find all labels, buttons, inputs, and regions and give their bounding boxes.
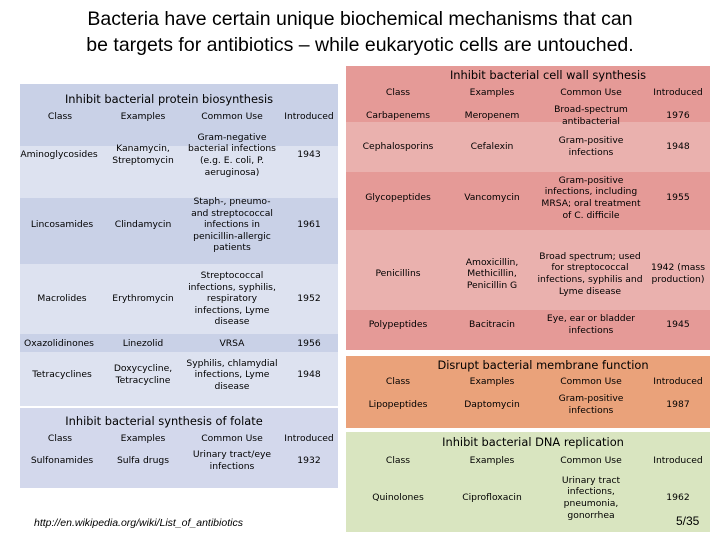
table-cell-use: Gram-positive infections [558,393,624,416]
table-cell-examples: Meropenem [464,110,520,122]
table-cell-year: 1945 [666,319,690,331]
column-header: Class [385,87,411,99]
table-cell-year: 1962 [666,492,690,504]
column-header: Common Use [560,455,622,467]
table-cell-year: 1948 [666,141,690,153]
table-cell-examples: Clindamycin [114,219,172,231]
column-header: Examples [469,87,515,99]
table-cell-year: 1942 (mass production) [650,262,706,285]
table-cell-class: Oxazolidinones [24,338,94,350]
column-header: Examples [469,455,515,467]
column-header: Class [47,111,73,123]
table-cell-year: 1961 [297,219,321,231]
table-cell-use [184,126,280,184]
column-header: Examples [120,433,166,445]
table-cell-examples: Linezolid [122,338,164,350]
dna-replication-table [346,432,710,532]
table-cell-use: VRSA [219,338,245,350]
table-cell-examples: Bacitracin [469,319,515,331]
table-heading: Inhibit bacterial DNA replication [442,435,624,449]
table-cell-year: 1955 [666,192,690,204]
table-cell-examples: Doxycycline, Tetracycline [113,363,173,386]
table-cell-class: Penicillins [375,268,421,280]
table-cell-use: Broad-spectrum antibacterial [554,104,628,127]
table-cell-examples: Daptomycin [464,399,520,411]
membrane-function-table [346,356,710,428]
column-header: Common Use [201,433,263,445]
title-line-2: be targets for antibiotics – while eukaryotic cells are untouched. [86,34,634,56]
column-header: Examples [120,111,166,123]
table-cell-examples: Sulfa drugs [116,455,170,467]
column-header: Examples [469,376,515,388]
column-header: Introduced [653,376,703,388]
slide-title [0,6,720,58]
table-cell-examples: Vancomycin [464,192,520,204]
table-heading: Disrupt bacterial membrane function [437,358,649,372]
column-header: Common Use [560,376,622,388]
table-cell-examples: Ciprofloxacin [462,492,522,504]
column-header: Class [385,376,411,388]
table-cell-year: 1987 [666,399,690,411]
column-header: Class [385,455,411,467]
table-heading: Inhibit bacterial protein biosynthesis [64,92,274,106]
table-cell-year: 1956 [297,338,321,350]
table-cell-class: Sulfonamides [30,455,94,467]
cell-wall-synthesis-table [346,66,710,350]
table-cell-use: Eye, ear or bladder infections [546,313,636,336]
column-header: Introduced [653,87,703,99]
table-cell-use: Broad spectrum; used for streptococcal infections, syphilis and Lyme disease [537,250,643,297]
table-cell-examples: Cefalexin [470,141,514,153]
column-header: Introduced [653,455,703,467]
table-cell-use: Staph-, pneumo- and streptococcal infections in penicillin-allergic patients [191,196,273,254]
use-text: Gram-negative bacterial infections (e.g. E. coli, P. aeruginosa) [188,131,276,178]
table-cell-year: 1948 [297,369,321,381]
table-cell-class: Cephalosporins [362,141,434,153]
table-cell-year: 1976 [666,110,690,122]
table-cell-use: Gram-positive infections [558,135,624,158]
table-cell-class: Lipopeptides [368,399,428,411]
page-number: 5/35 [676,514,700,528]
table-cell-class: Lincosamides [30,219,94,231]
table-cell-class: Polypeptides [368,319,428,331]
table-cell-use: Urinary tract/eye infections [192,449,272,472]
title-line-1: Bacteria have certain unique biochemical mechanisms that can [87,8,633,30]
folate-synthesis-table [20,408,338,488]
table-cell-use: Syphilis, chlamydial infections, Lyme disease [186,357,278,392]
table-cell-year: 1943 [297,149,321,161]
table-cell-examples: Erythromycin [112,293,174,305]
table-cell-examples: Amoxicillin, Methicillin, Penicillin G [465,256,519,291]
source-link[interactable]: http://en.wikipedia.org/wiki/List_of_antibiotics [34,517,243,529]
table-cell-use: Gram-positive infections, including MRSA; oral treatment of C. difficile [541,174,641,221]
table-cell-class: Quinolones [372,492,424,504]
table-cell-class: Macrolides [37,293,87,305]
table-heading: Inhibit bacterial synthesis of folate [65,414,263,428]
column-header: Introduced [284,433,334,445]
table-cell-use: Streptococcal infections, syphilis, respiratory infections, Lyme disease [188,270,276,328]
protein-synthesis-table [20,84,338,406]
table-cell-year: 1932 [297,455,321,467]
table-cell-use: Urinary tract infections, pneumonia, gonorrhea [561,474,621,521]
column-header: Introduced [284,111,334,123]
table-cell-class: Aminoglycosides [20,149,98,161]
table-cell-year: 1952 [297,293,321,305]
table-heading: Inhibit bacterial cell wall synthesis [449,68,647,82]
column-header: Common Use [560,87,622,99]
column-header: Class [47,433,73,445]
table-cell-examples: Kanamycin, Streptomycin [112,143,174,166]
table-cell-class: Glycopeptides [365,192,431,204]
table-cell-class: Tetracyclines [32,369,92,381]
column-header: Common Use [201,111,263,123]
table-cell-class: Carbapenems [366,110,430,122]
